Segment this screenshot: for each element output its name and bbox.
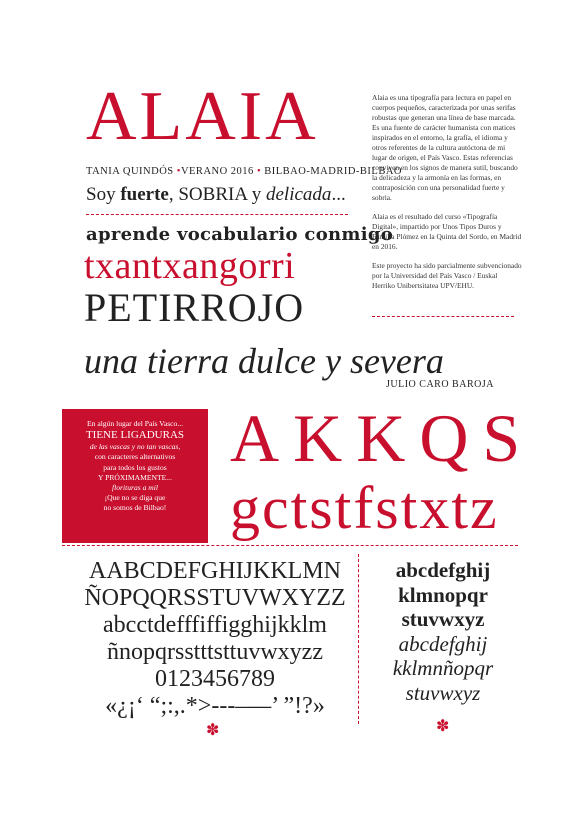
byline-separator: •	[256, 166, 262, 177]
charset-line: «¿¡‘ “;:,.*>---–—’ ”!?»	[105, 693, 325, 719]
desc-bold: fuerte	[120, 184, 169, 205]
box-heading: TIENE LIGADURAS	[85, 429, 185, 442]
byline-edition: VERANO 2016	[180, 166, 254, 177]
divider	[86, 214, 348, 216]
italic-sample: kklmnñopqr	[392, 656, 494, 680]
vocab-word-basque: txantxangorri	[84, 245, 296, 287]
charset-line: abcctdefffiffigghijkklm	[103, 612, 327, 638]
charset-line: 0123456789	[155, 666, 275, 692]
charset-line: AABCDEFGHIJKKLMN	[88, 558, 341, 584]
bold-sample: klmnopqr	[398, 582, 488, 607]
style-samples	[368, 558, 518, 705]
divider	[372, 316, 514, 318]
about-paragraph-2: Alaia es el resultado del curso «Tipografía Digital», impartido por Unos Tipos Duros y Familia Plómez en la Quinta del Sordo, en Madrid en 2016.	[372, 212, 522, 251]
divider	[62, 545, 518, 547]
byline-cities: BILBAO-MADRID-BILBAO	[264, 166, 402, 177]
byline-author: TANIA QUINDÓS	[86, 166, 174, 177]
charset-regular	[80, 558, 350, 720]
ornament-icon: ✽	[206, 720, 220, 739]
box-line: para todos los gustos	[103, 462, 167, 472]
byline	[86, 166, 402, 177]
box-line: En algún lugar del País Vasco...	[86, 419, 184, 428]
italic-sample: abcdefghij	[398, 631, 488, 656]
bold-sample: stuvwxyz	[401, 607, 485, 631]
quote-author: JULIO CARO BAROJA	[386, 379, 494, 390]
desc-part: , SOBRIA y	[168, 184, 266, 205]
box-line: ¡Que no se diga que	[104, 493, 166, 503]
desc-part: Soy	[86, 184, 121, 205]
byline-separator: •	[176, 166, 181, 177]
ligature-samples: gctstfstxtz	[230, 475, 499, 541]
box-line: florituras a mil	[112, 483, 158, 493]
desc-part: ...	[331, 184, 346, 205]
quote-text: una tierra dulce y severa	[84, 341, 444, 381]
font-description	[86, 184, 346, 206]
charset-line: ñnopqrsstttsttuvwxyzz	[107, 639, 323, 665]
about-paragraph-3: Este proyecto ha sido parcialmente subvencionado por la Universidad del País Vasco / Euskal Herriko Unibertsitatea UPV/EHU.	[372, 261, 522, 290]
box-line: no somos de Bilbao!	[103, 503, 167, 513]
alternate-capitals: AKKQS	[230, 400, 535, 476]
vocab-heading: aprende vocabulario conmigo	[86, 224, 394, 245]
desc-italic: delicada	[266, 184, 332, 205]
charset-line: ÑOPQQRSSTUVWXYZZ	[84, 585, 346, 611]
bold-sample: abcdefghij	[395, 558, 491, 582]
vocab-word-spanish: PETIRROJO	[84, 285, 305, 330]
about-paragraph-1: Alaia es una tipografía para lectura en papel en cuerpos pequeños, caracterizada por unas serifas robustas que generan una línea de base marcada. Es una fuente de carácter humanista con matices inspirados en el entorno, la grafía, el idioma y otros referentes de la cultura autóctona de mi lugar de origen, el País Vasco. Estas referencias conviven en los signos de manera sutil, buscando la delicadeza y la armonía en las formas, en contraposición con una personalidad fuerte y sobria.	[372, 93, 518, 202]
ligatures-box	[62, 409, 208, 543]
box-line: de las vascas y no tan vascas,	[89, 442, 181, 452]
ornament-icon: ✽	[436, 716, 450, 735]
box-line: Y PRÓXIMAMENTE...	[98, 472, 172, 482]
italic-sample: stuvwxyz	[405, 680, 481, 705]
font-title: ALAIA	[86, 78, 319, 155]
about-text	[372, 93, 522, 300]
vertical-divider	[358, 554, 359, 724]
box-line: con caracteres alternativos	[94, 452, 176, 462]
